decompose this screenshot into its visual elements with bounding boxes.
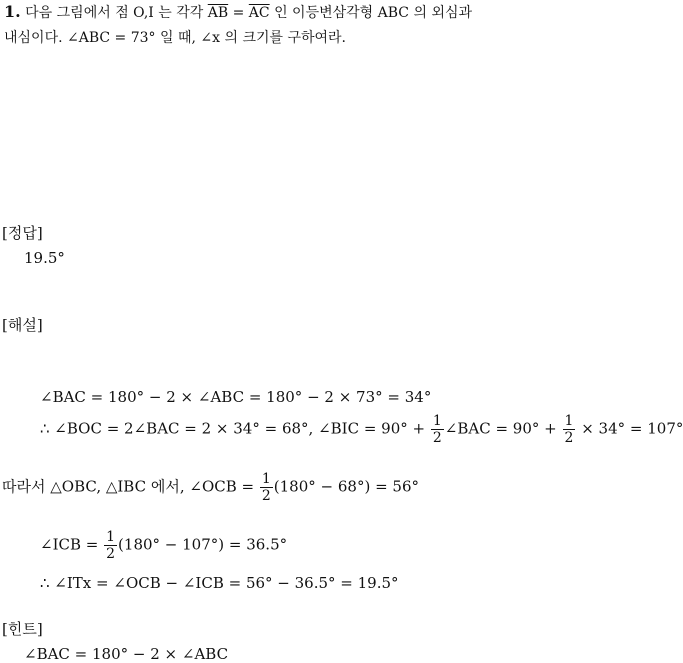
question-number: 1.: [4, 2, 21, 21]
solution-line-1: ∠BAC = 180° − 2 × ∠ABC = 180° − 2 × 73° = 34°: [40, 388, 432, 406]
hint-label: [힌트]: [2, 620, 43, 638]
solution-line-3-part-a: 따라서 △OBC, △IBC 에서, ∠OCB =: [2, 477, 255, 496]
equals-sign: =: [232, 5, 245, 21]
fraction-half: [260, 472, 273, 503]
question-line-2: 내심이다. ∠ABC = 73° 일 때, ∠x 의 크기를 구하여라.: [4, 30, 347, 46]
segment-ab: $\overline{AB}$: [207, 5, 229, 21]
answer-value: 19.5°: [24, 249, 65, 267]
fraction-numerator: 1: [261, 471, 271, 487]
solution-line-4-part-b: (180° − 107°) = 36.5°: [118, 535, 288, 554]
solution-line-2-part-a: ∴ ∠BOC = 2∠BAC = 2 × 34° = 68°, ∠BIC = 90° +: [40, 419, 426, 438]
fraction-denominator: 2: [564, 430, 574, 446]
fraction-numerator: 1: [432, 413, 442, 429]
fraction-numerator: 1: [564, 413, 574, 429]
solution-line-4-part-a: ∠ICB =: [40, 535, 99, 554]
solution-line-3: [2, 472, 419, 503]
fraction-half: [431, 414, 444, 445]
question-line-1: [4, 2, 472, 22]
solution-line-3-part-b: (180° − 68°) = 56°: [273, 477, 419, 496]
solution-line-2-part-c: × 34° = 107°: [581, 419, 683, 438]
fraction-half: [104, 530, 117, 561]
solution-line-4: [40, 530, 287, 561]
fraction-denominator: 2: [106, 546, 116, 562]
solution-label: [해설]: [2, 316, 43, 334]
fraction-denominator: 2: [432, 430, 442, 446]
fraction-half: [563, 414, 576, 445]
solution-line-5: ∴ ∠ITx = ∠OCB − ∠ICB = 56° − 36.5° = 19.5°: [40, 574, 399, 592]
answer-label: [정답]: [2, 224, 43, 242]
solution-line-2: [40, 414, 683, 445]
segment-ac: $\overline{AC}$: [248, 5, 270, 21]
hint-line-1: ∠BAC = 180° − 2 × ∠ABC: [24, 645, 229, 663]
fraction-denominator: 2: [261, 488, 271, 504]
question-text-a: 다음 그림에서 점 O,I 는 각각: [25, 5, 204, 21]
figure-placeholder: [0, 62, 645, 222]
question-text-b: 인 이등변삼각형 ABC 의 외심과: [274, 5, 473, 21]
fraction-numerator: 1: [106, 529, 116, 545]
solution-line-2-part-b: ∠BAC = 90° +: [444, 419, 557, 438]
